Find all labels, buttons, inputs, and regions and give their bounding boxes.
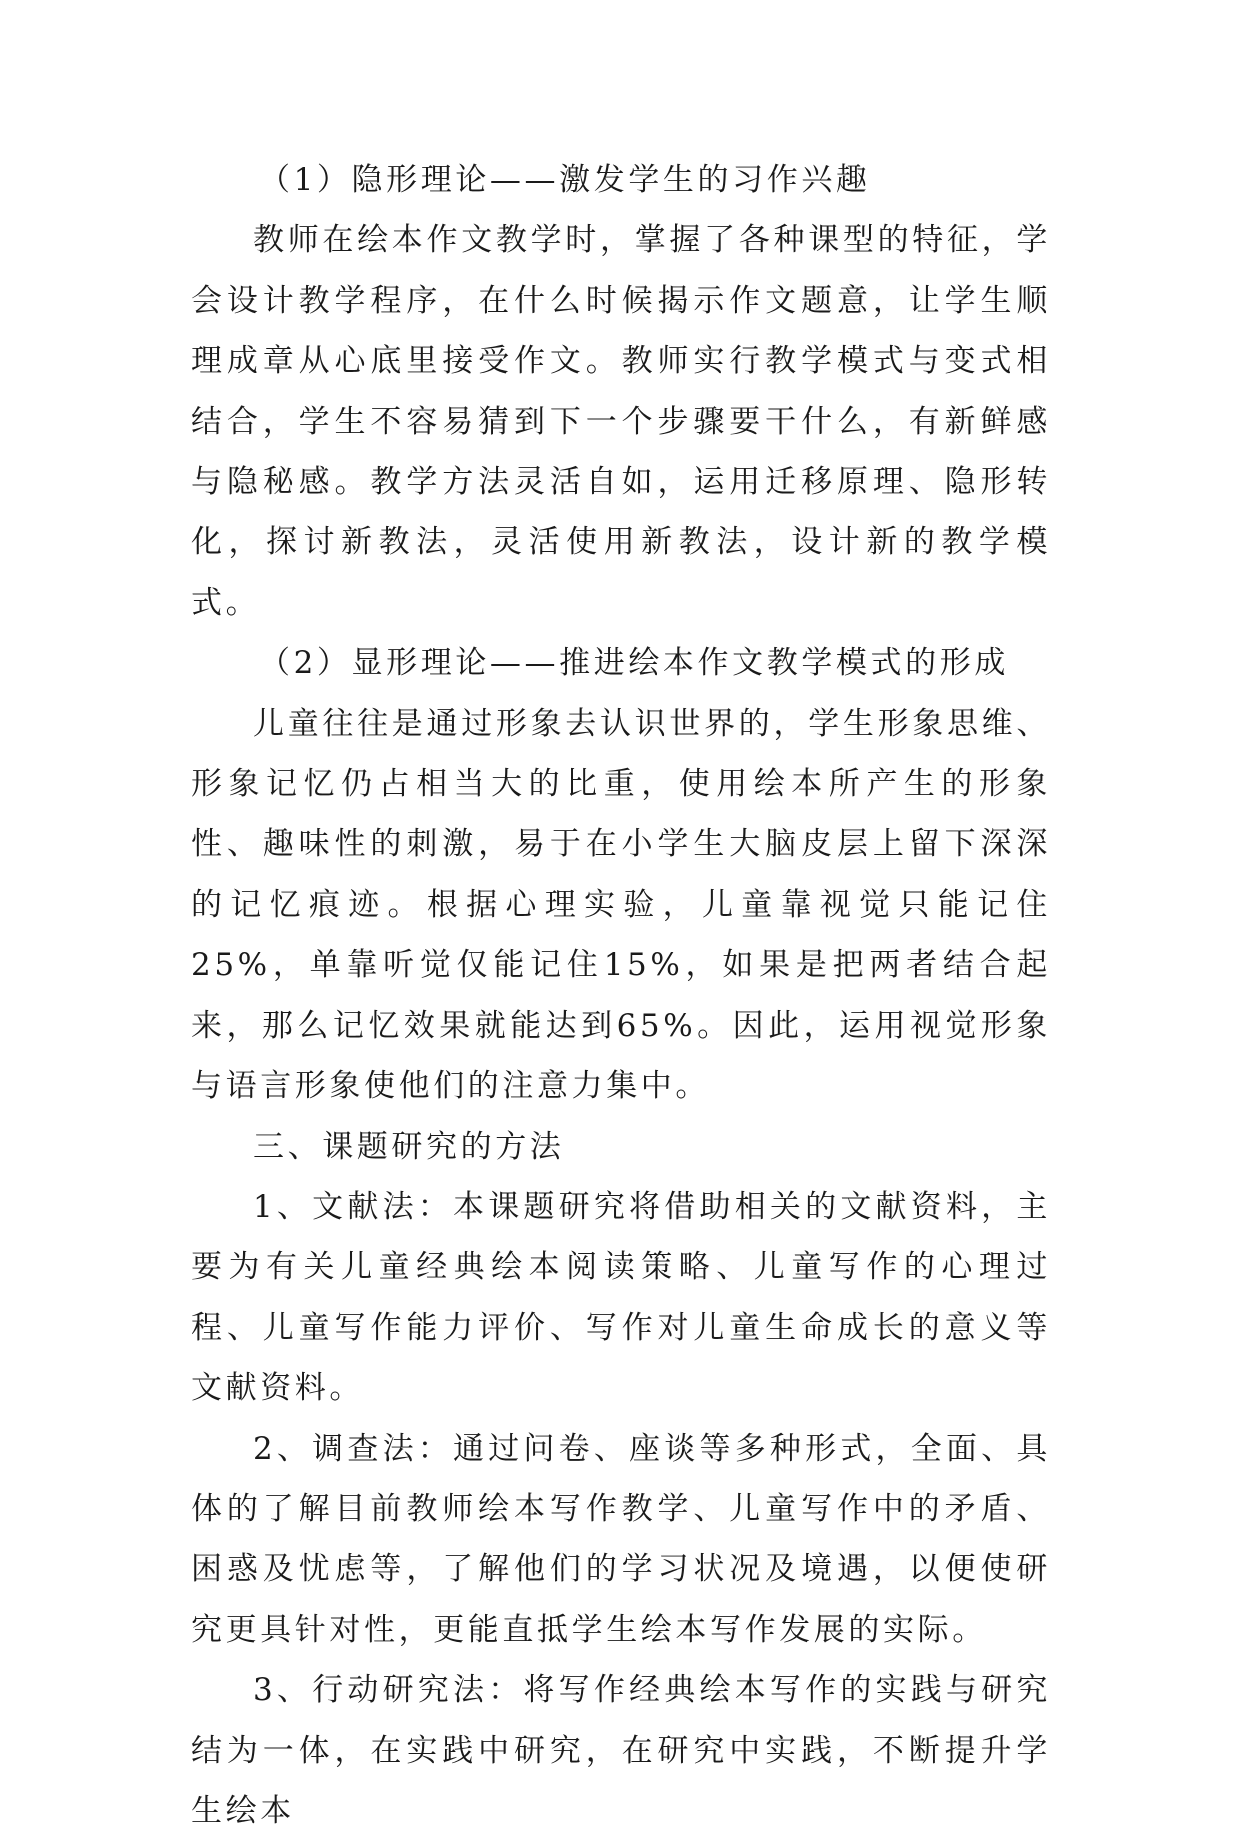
paragraph-survey-method: 2、调查法：通过问卷、座谈等多种形式，全面、具体的了解目前教师绘本写作教学、儿童写作中的矛盾、困惑及忧虑等，了解他们的学习状况及境遇，以便使研究更具针对性，更能直抵学生绘本写作发展的实际。 xyxy=(191,1430,1051,1648)
paragraph-implicit-theory: 教师在绘本作文教学时，掌握了各种课型的特征，学会设计教学程序，在什么时候揭示作文题意，让学生顺理成章从心底里接受作文。教师实行教学模式与变式相结合，学生不容易猜到下一个步骤要干什么，有新鲜感与隐秘感。教学方法灵活自如，运用迁移原理、隐形转化，探讨新教法，灵活使用新教法，设计新的教学模式。 xyxy=(191,222,1051,621)
section-heading-research-methods: 三、课题研究的方法 xyxy=(253,1128,565,1165)
paragraph-explicit-theory: 儿童往往是通过形象去认识世界的，学生形象思维、形象记忆仍占相当大的比重，使用绘本所产生的形象性、趣味性的刺激，易于在小学生大脑皮层上留下深深的记忆痕迹。根据心理实验，儿童靠视觉只能记住25%，单靠听觉仅能记住15%，如果是把两者结合起来，那么记忆效果就能达到65%。因此，运用视觉形象与语言形象使他们的注意力集中。 xyxy=(191,705,1051,1105)
body-text xyxy=(191,150,1051,1841)
paragraph-literature-method: 1、文献法：本课题研究将借助相关的文献资料，主要为有关儿童经典绘本阅读策略、儿童写作的心理过程、儿童写作能力评价、写作对儿童生命成长的意义等文献资料。 xyxy=(191,1188,1051,1407)
paragraph-action-research-method: 3、行动研究法：将写作经典绘本写作的实践与研究结为一体，在实践中研究，在研究中实践，不断提升学生绘本 xyxy=(191,1672,1051,1829)
section-heading-explicit-theory: （2）显形理论——推进绘本作文教学模式的形成 xyxy=(259,645,1009,682)
section-heading-implicit-theory: （1）隐形理论——激发学生的习作兴趣 xyxy=(259,162,871,198)
